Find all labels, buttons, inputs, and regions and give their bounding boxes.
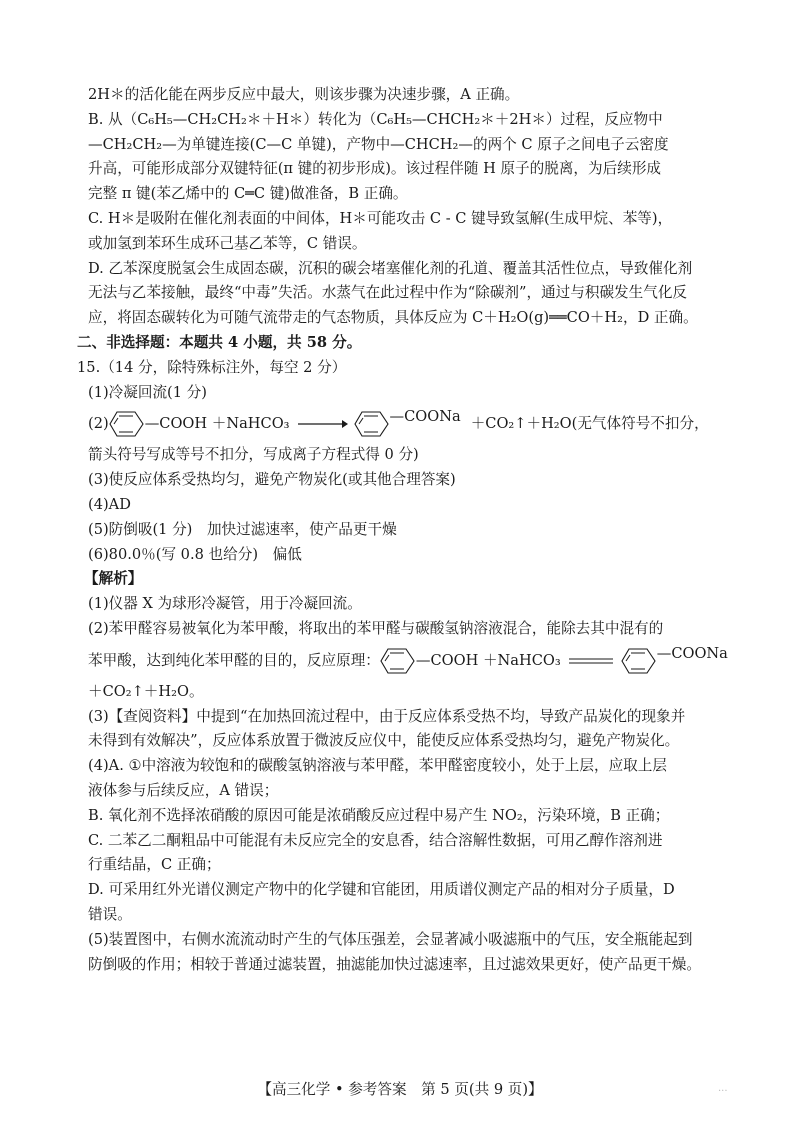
text-line: 完整 π 键(苯乙烯中的 C═C 键)做准备，B 正确。: [88, 185, 408, 203]
analysis-text: (4)A. ①中溶液为较饱和的碳酸氢钠溶液与苯甲醛，苯甲醛密度较小，处于上层，应取上层: [88, 757, 667, 775]
question-header: 15.（14 分，除特殊标注外，每空 2 分）: [77, 358, 347, 376]
text-line: 应，将固态碳转化为可随气流带走的气态物质，具体反应为 C＋H₂O(g)══CO＋H₂，D 正确。: [88, 309, 698, 327]
answer-2-equation: [88, 405, 736, 443]
text-line: —CH₂CH₂—为单键连接(C—C 单键)，产物中—CHCH₂—的两个 C 原子之间电子云密度: [88, 135, 669, 153]
page-footer: 【高三化学 • 参考答案 第 5 页(共 9 页)】: [257, 1081, 543, 1098]
analysis-text: D. 可采用红外光谱仪测定产物中的化学键和官能团，用质谱仪测定产品的相对分子质量，D: [88, 881, 675, 899]
text-line: D. 乙苯深度脱氢会生成固态碳，沉积的碳会堵塞催化剂的孔道、覆盖其活性位点，导致催化剂: [88, 259, 693, 277]
answer-4: (4)AD: [88, 495, 131, 513]
analysis-text: (1)仪器 X 为球形冷凝管，用于冷凝回流。: [88, 595, 362, 613]
analysis-text: 液体参与后续反应，A 错误；: [88, 781, 279, 799]
answer-6: (6)80.0％(写 0.8 也给分) 偏低: [88, 545, 302, 563]
analysis-heading: 【解析】: [84, 570, 143, 588]
benzene-ring-icon: [380, 646, 416, 676]
reactant-formula: —COOH ＋NaHCO₃: [144, 415, 290, 433]
analysis-text: B. 氧化剂不选择浓硝酸的原因可能是浓硝酸反应过程中易产生 NO₂，污染环境，B 正确；: [88, 806, 670, 824]
answer-5: (5)防倒吸(1 分) 加快过滤速率，使产品更干燥: [88, 520, 397, 538]
reactant-formula: —COOH ＋NaHCO₃: [415, 651, 561, 669]
benzene-ring-icon: [109, 409, 145, 439]
corner-mark: ...: [718, 1083, 728, 1094]
reaction-arrow-icon: [296, 417, 348, 431]
text-line: 升高，可能形成部分双键特征(π 键的初步形成)。该过程伴随 H 原子的脱离，为后续形成: [88, 160, 662, 178]
benzene-ring-icon: [621, 646, 657, 676]
analysis-text: (3)【查阅资料】中提到“在加热回流过程中，由于反应体系受热不均，导致产品炭化的现象并: [88, 707, 686, 725]
answer-2-label: (2): [88, 415, 109, 433]
benzene-ring-icon: [354, 409, 390, 439]
text-line: 无法与乙苯接触，最终“中毒”失活。水蒸气在此过程中作为“除碳剂”，通过与积碳发生气化反: [88, 284, 688, 302]
analysis-text: (5)装置图中，右侧水流流动时产生的气体压强差，会显著减小吸滤瓶中的气压，安全瓶能起到: [88, 930, 693, 948]
answer-1: (1)冷凝回流(1 分): [88, 383, 207, 401]
answer-3: (3)使反应体系受热均匀，避免产物炭化(或其他合理答案): [88, 471, 456, 489]
page-content: [77, 83, 736, 977]
answer-2-note: 箭头符号写成等号不扣分，写成离子方程式得 0 分): [88, 446, 419, 464]
analysis-text: ＋CO₂↑＋H₂O。: [88, 682, 204, 700]
analysis-text: 行重结晶，C 正确；: [88, 856, 221, 874]
analysis-text: 未得到有效解决”，反应体系放置于微波反应仪中，能使反应体系受热均匀，避免产物炭化。: [88, 732, 680, 750]
answer-2-tail: ＋CO₂↑＋H₂O(无气体符号不扣分，: [470, 415, 709, 433]
text-line: 或加氢到苯环生成环己基乙苯等，C 错误。: [88, 234, 367, 252]
text-line: 2H＊的活化能在两步反应中最大，则该步骤为决速步骤，A 正确。: [88, 86, 520, 103]
section-title: 二、非选择题：本题共 4 小题，共 58 分。: [77, 333, 362, 351]
product-formula: —COONa: [389, 408, 461, 426]
equals-sign-icon: [567, 656, 615, 666]
analysis-text: 错误。: [88, 905, 132, 923]
text-line: B. 从（C₆H₅—CH₂CH₂＊＋H＊）转化为（C₆H₅—CHCH₂＊＋2H＊）过程，反应物中: [88, 110, 663, 128]
product-formula: —COONa: [656, 644, 728, 662]
analysis-2-equation: [88, 642, 736, 680]
analysis-text: (2)苯甲醛容易被氧化为苯甲酸，将取出的苯甲醛与碳酸氢钠溶液混合，能除去其中混有的: [88, 619, 664, 637]
analysis-text: C. 二苯乙二酮粗品中可能混有未反应完全的安息香，结合溶解性数据，可用乙醇作溶剂进: [88, 831, 663, 849]
analysis-text: 苯甲酸，达到纯化苯甲醛的目的，反应原理：: [88, 651, 380, 669]
analysis-text: 防倒吸的作用；相较于普通过滤装置，抽滤能加快过滤速率，且过滤效果更好，使产品更干燥。: [88, 955, 701, 973]
text-line: C. H＊是吸附在催化剂表面的中间体，H＊可能攻击 C - C 键导致氢解(生成甲烷、苯等)，: [88, 209, 673, 227]
